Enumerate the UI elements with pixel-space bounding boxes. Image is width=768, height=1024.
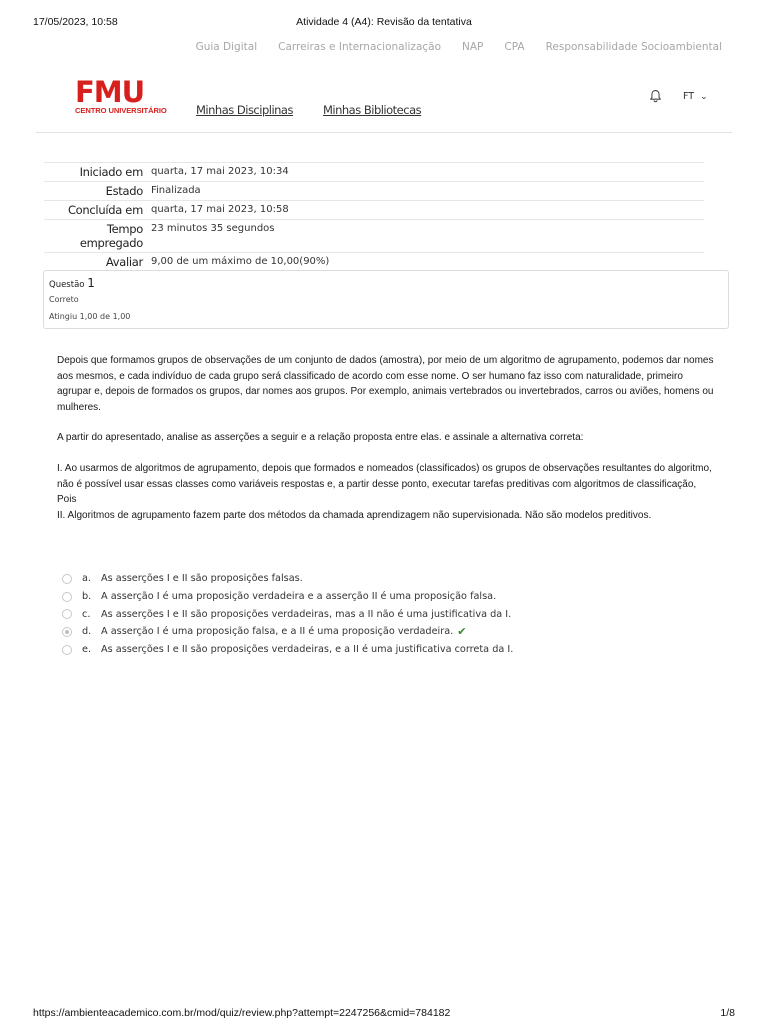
bell-icon[interactable] xyxy=(648,88,663,104)
assertion-connector: Pois xyxy=(57,494,77,506)
option-text: As asserções I e II são proposições verdadeiras, mas a II não é uma justificativa da I. xyxy=(101,608,512,620)
summary-value: 9,00 de um máximo de 10,00(90%) xyxy=(151,253,704,272)
fmu-logo[interactable] xyxy=(75,75,167,115)
option-letter: d. xyxy=(82,626,92,638)
question-intro xyxy=(57,353,717,415)
summary-label: Estado xyxy=(44,182,151,201)
summary-label: Tempo empregado xyxy=(44,220,151,253)
radio-button[interactable] xyxy=(62,592,72,602)
question-paragraph: A partir do apresentado, analise as asserções a seguir e a relação proposta entre elas. e assinale a alternativa correta: xyxy=(57,432,584,443)
option-letter: e. xyxy=(82,644,92,656)
question-number-value: 1 xyxy=(87,276,95,290)
assertion-two: II. Algoritmos de agrupamento fazem parte dos métodos da chamada aprendizagem não supervisionada. Não são modelos preditivos. xyxy=(57,509,652,521)
question-assertions xyxy=(57,461,717,523)
page-number: 1/8 xyxy=(720,1007,735,1019)
question-label: Questão xyxy=(49,280,85,290)
nav-minhas-bibliotecas[interactable]: Minhas Bibliotecas xyxy=(322,103,422,117)
print-title: Atividade 4 (A4): Revisão da tentativa xyxy=(296,16,472,28)
top-link-cpa[interactable]: CPA xyxy=(504,41,525,53)
option-letter: a. xyxy=(82,573,92,585)
logo-word: FMU xyxy=(75,75,145,109)
top-links xyxy=(175,41,722,53)
user-initials: FT xyxy=(683,91,695,102)
option-text: A asserção I é uma proposição verdadeira e a asserção II é uma proposição falsa. xyxy=(101,591,497,603)
summary-value: 23 minutos 35 segundos xyxy=(151,220,704,253)
radio-button[interactable] xyxy=(62,574,72,584)
user-menu[interactable] xyxy=(683,91,708,102)
option-letter: c. xyxy=(82,608,91,620)
nav-divider xyxy=(36,132,732,133)
top-link-nap[interactable]: NAP xyxy=(462,41,484,53)
question-grade: Atingiu 1,00 de 1,00 xyxy=(49,312,131,321)
print-header xyxy=(33,16,735,30)
summary-value: quarta, 17 mai 2023, 10:58 xyxy=(151,201,704,220)
summary-row xyxy=(44,253,704,272)
question-state: Correto xyxy=(49,295,79,304)
summary-row xyxy=(44,182,704,201)
question-info xyxy=(43,270,729,329)
top-link-guia-digital[interactable]: Guia Digital xyxy=(195,41,258,53)
summary-row xyxy=(44,163,704,182)
logo-subtitle: CENTRO UNIVERSITÁRIO xyxy=(75,106,167,115)
main-nav xyxy=(196,103,451,117)
summary-row xyxy=(44,201,704,220)
question-number xyxy=(49,276,95,290)
option-text: A asserção I é uma proposição falsa, e a II é uma proposição verdadeira. xyxy=(101,626,454,638)
summary-label: Concluída em xyxy=(44,201,151,220)
question-instruction xyxy=(57,430,717,446)
radio-button-selected[interactable] xyxy=(62,627,72,637)
radio-button[interactable] xyxy=(62,645,72,655)
option-letter: b. xyxy=(82,591,92,603)
option-text: As asserções I e II são proposições verdadeiras, e a II é uma justificativa correta da I. xyxy=(101,644,514,656)
radio-button[interactable] xyxy=(62,609,72,619)
nav-minhas-disciplinas[interactable]: Minhas Disciplinas xyxy=(196,103,293,117)
summary-value: quarta, 17 mai 2023, 10:34 xyxy=(151,163,704,182)
top-link-responsabilidade[interactable]: Responsabilidade Socioambiental xyxy=(545,41,722,53)
top-link-carreiras[interactable]: Carreiras e Internacionalização xyxy=(278,41,442,53)
answer-option[interactable] xyxy=(62,588,513,606)
summary-label: Iniciado em xyxy=(44,163,151,182)
answer-options xyxy=(62,570,513,658)
answer-option-selected[interactable] xyxy=(62,623,513,641)
option-text: As asserções I e II são proposições falsas. xyxy=(101,573,303,585)
assertion-one: I. Ao usarmos de algoritmos de agrupamento, depois que formados e nomeados (classificados) os grupos de observações resultantes do algoritmo, não é possível usar essas classes como variáveis respostas e, a partir desse ponto, executar tarefas preditivas com algoritmos de classificação, xyxy=(57,463,712,490)
summary-value: Finalizada xyxy=(151,182,704,201)
summary-row xyxy=(44,220,704,253)
print-date: 17/05/2023, 10:58 xyxy=(33,16,118,28)
checkmark-icon: ✔ xyxy=(457,625,467,639)
question-paragraph: Depois que formamos grupos de observações de um conjunto de dados (amostra), por meio de um algoritmo de agrupamento, podemos dar nomes aos mesmos, e cada indivíduo de cada grupo será classificado de acordo com esse nome. O ser humano faz isso com naturalidade, primeiro agrupar e, depois de formados os grupos, dar nomes aos grupos. Por exemplo, animais vertebrados ou invertebrados, carros ou aviões, homens ou mulheres. xyxy=(57,355,714,413)
summary-label: Avaliar xyxy=(44,253,151,272)
answer-option[interactable] xyxy=(62,641,513,659)
attempt-summary xyxy=(44,162,704,272)
page-url: https://ambienteacademico.com.br/mod/quiz/review.php?attempt=2247256&cmid=784182 xyxy=(33,1007,451,1019)
answer-option[interactable] xyxy=(62,605,513,623)
chevron-down-icon: ⌄ xyxy=(700,92,708,102)
answer-option[interactable] xyxy=(62,570,513,588)
